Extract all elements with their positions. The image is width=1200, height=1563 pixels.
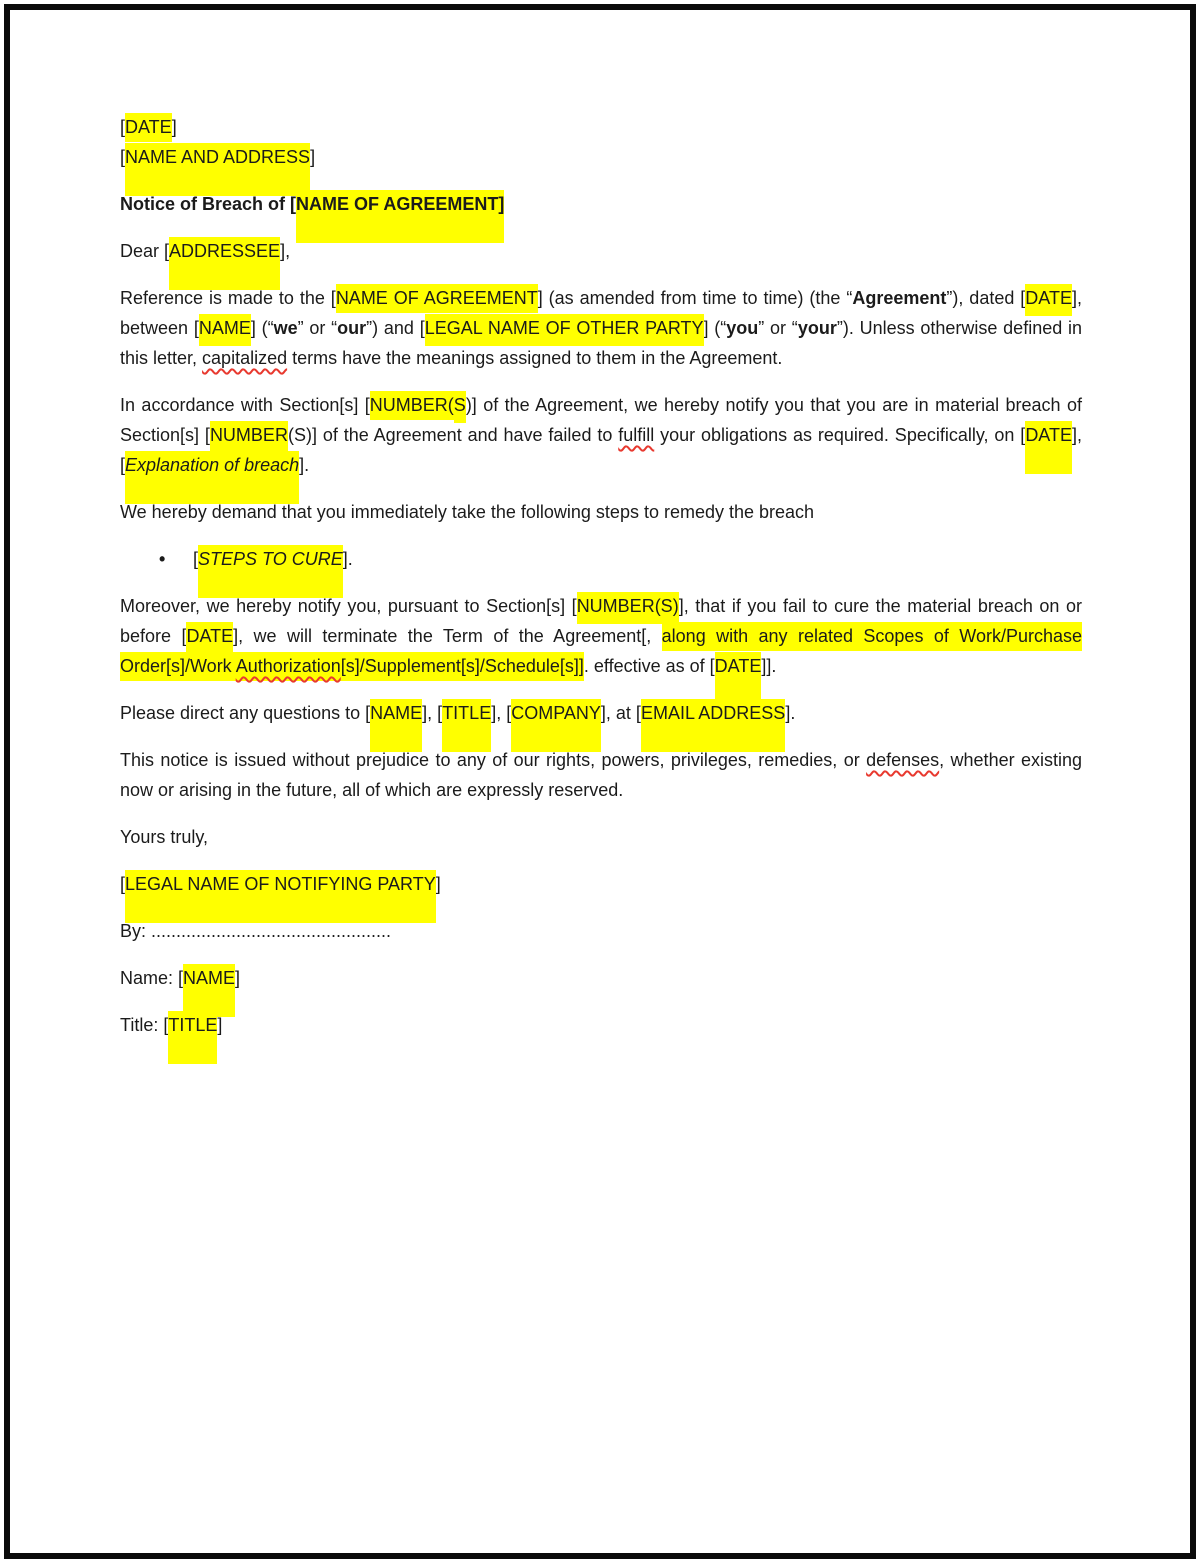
signature-name [120, 963, 1082, 993]
text-run: Yours truly, [120, 827, 209, 847]
text-run: ” or “ [758, 318, 798, 338]
text-run: ], [ [120, 425, 1082, 475]
placeholder-highlight: DATE [1025, 284, 1072, 313]
text-run: you [726, 318, 759, 338]
placeholder-highlight: Explanation of breach [125, 451, 299, 480]
placeholder-highlight: ADDRESSEE [169, 237, 280, 266]
placeholder-highlight: [s]/Supplement[s]/Schedule[s]] [341, 652, 584, 681]
text-run: ” or “ [297, 318, 338, 338]
placeholder-highlight: NAME [370, 699, 422, 728]
letter-title [120, 189, 1082, 219]
placeholder-highlight: along with any related Scopes of Work/Purchase Order[s]/Work [120, 622, 1082, 681]
text-run: Notice of Breach of [ [120, 194, 297, 214]
text-run: We hereby demand that you immediately take the following steps to remedy the breach [120, 502, 815, 522]
letter-body [120, 112, 1082, 1040]
text-run: [ [120, 117, 126, 137]
placeholder-highlight: NUMBER(S) [577, 592, 679, 621]
text-run: fulfill [618, 425, 655, 445]
text-run: ], [280, 241, 291, 261]
text-run: Name: [ [120, 968, 184, 988]
paragraph-breach-notice [120, 390, 1082, 480]
text-run: Dear [ [120, 241, 170, 261]
paragraph-reference [120, 283, 1082, 373]
placeholder-highlight: NUMBER( [370, 391, 454, 420]
text-run: ]. [342, 549, 353, 569]
text-run: ”). Unless otherwise defined in this letter, [120, 318, 1082, 368]
text-run: our [337, 318, 367, 338]
placeholder-highlight: DATE [186, 622, 233, 651]
text-run: )] of the Agreement, we hereby notify you that you are in material breach of Section[s] [ [120, 395, 1082, 445]
text-run: ] [435, 874, 441, 894]
salutation [120, 236, 1082, 266]
text-run: ]. [785, 703, 796, 723]
paragraph-demand [120, 497, 1082, 527]
text-run: (S)] of the Agreement and have failed to [287, 425, 619, 445]
placeholder-highlight: DATE [125, 113, 172, 142]
text-run: ]]. [761, 656, 777, 676]
placeholder-highlight: NUMBER [210, 421, 288, 450]
placeholder-highlight: LEGAL NAME OF OTHER PARTY [425, 314, 704, 343]
text-run: Please direct any questions to [ [120, 703, 371, 723]
placeholder-highlight: NAME AND ADDRESS [125, 143, 310, 172]
text-run: ] [310, 147, 316, 167]
closing-yours-truly [120, 822, 1082, 852]
placeholder-highlight: EMAIL ADDRESS [641, 699, 785, 728]
text-run: ], we will terminate the Term of the Agreement[, [233, 626, 662, 646]
text-run: ] (“ [250, 318, 274, 338]
placeholder-highlight: Authorization [236, 652, 341, 681]
text-run: ”) and [ [366, 318, 425, 338]
text-run: In accordance with Section[s] [ [120, 395, 370, 415]
text-run: Reference is made to the [ [120, 288, 336, 308]
signature-by-line [120, 916, 1082, 946]
text-run: , whether existing now or arising in the future, all of which are expressly reserved. [120, 750, 1082, 800]
text-run: defenses [866, 750, 940, 770]
paragraph-reservation [120, 745, 1082, 805]
placeholder-highlight: LEGAL NAME OF NOTIFYING PARTY [125, 870, 436, 899]
placeholder-highlight: DATE [1025, 421, 1072, 450]
bullet-steps-to-cure [120, 544, 1082, 574]
text-run: we [273, 318, 298, 338]
text-run: . effective as of [ [583, 656, 715, 676]
placeholder-highlight: COMPANY [511, 699, 601, 728]
text-run: [ [193, 549, 199, 569]
text-run: [ [120, 874, 126, 894]
text-run: ] [217, 1015, 223, 1035]
text-run: ], at [ [600, 703, 641, 723]
placeholder-highlight: S [454, 391, 466, 420]
signature-title [120, 1010, 1082, 1040]
text-run: ] (as amended from time to time) (the “ [537, 288, 853, 308]
text-run: terms have the meanings assigned to them in the Agreement. [287, 348, 783, 368]
signature-party [120, 869, 1082, 899]
placeholder-highlight: DATE [715, 652, 762, 681]
placeholder-highlight: TITLE [442, 699, 491, 728]
text-run: ] (“ [703, 318, 727, 338]
text-run: your obligations as required. Specifically, on [ [654, 425, 1026, 445]
text-run: your [797, 318, 837, 338]
paragraph-termination [120, 591, 1082, 681]
placeholder-highlight: NAME OF AGREEMENT] [296, 190, 504, 219]
text-run: ] [171, 117, 177, 137]
text-run: [ [120, 147, 126, 167]
paragraph-questions [120, 698, 1082, 728]
placeholder-highlight: STEPS TO CURE [198, 545, 343, 574]
placeholder-highlight: NAME [199, 314, 251, 343]
text-run: ]. [299, 455, 310, 475]
placeholder-highlight: TITLE [168, 1011, 217, 1040]
text-run: ], that if you fail to cure the material breach on or before [ [120, 596, 1083, 646]
text-run: ”), dated [ [946, 288, 1026, 308]
text-run: ], between [ [120, 288, 1082, 338]
text-run: ], [ [422, 703, 443, 723]
text-run: This notice is issued without prejudice to any of our rights, powers, privileges, remedies, or [120, 750, 867, 770]
text-run: By: ................................................ [120, 921, 392, 941]
text-run: ] [235, 968, 241, 988]
text-run: ], [ [491, 703, 512, 723]
text-run: Moreover, we hereby notify you, pursuant to Section[s] [ [120, 596, 577, 616]
text-run: capitalized [202, 348, 288, 368]
text-run: Agreement [852, 288, 947, 308]
placeholder-highlight: NAME [183, 964, 235, 993]
address-block [120, 112, 1082, 172]
text-run: Title: [ [120, 1015, 169, 1035]
placeholder-highlight: NAME OF AGREEMENT [336, 284, 538, 313]
